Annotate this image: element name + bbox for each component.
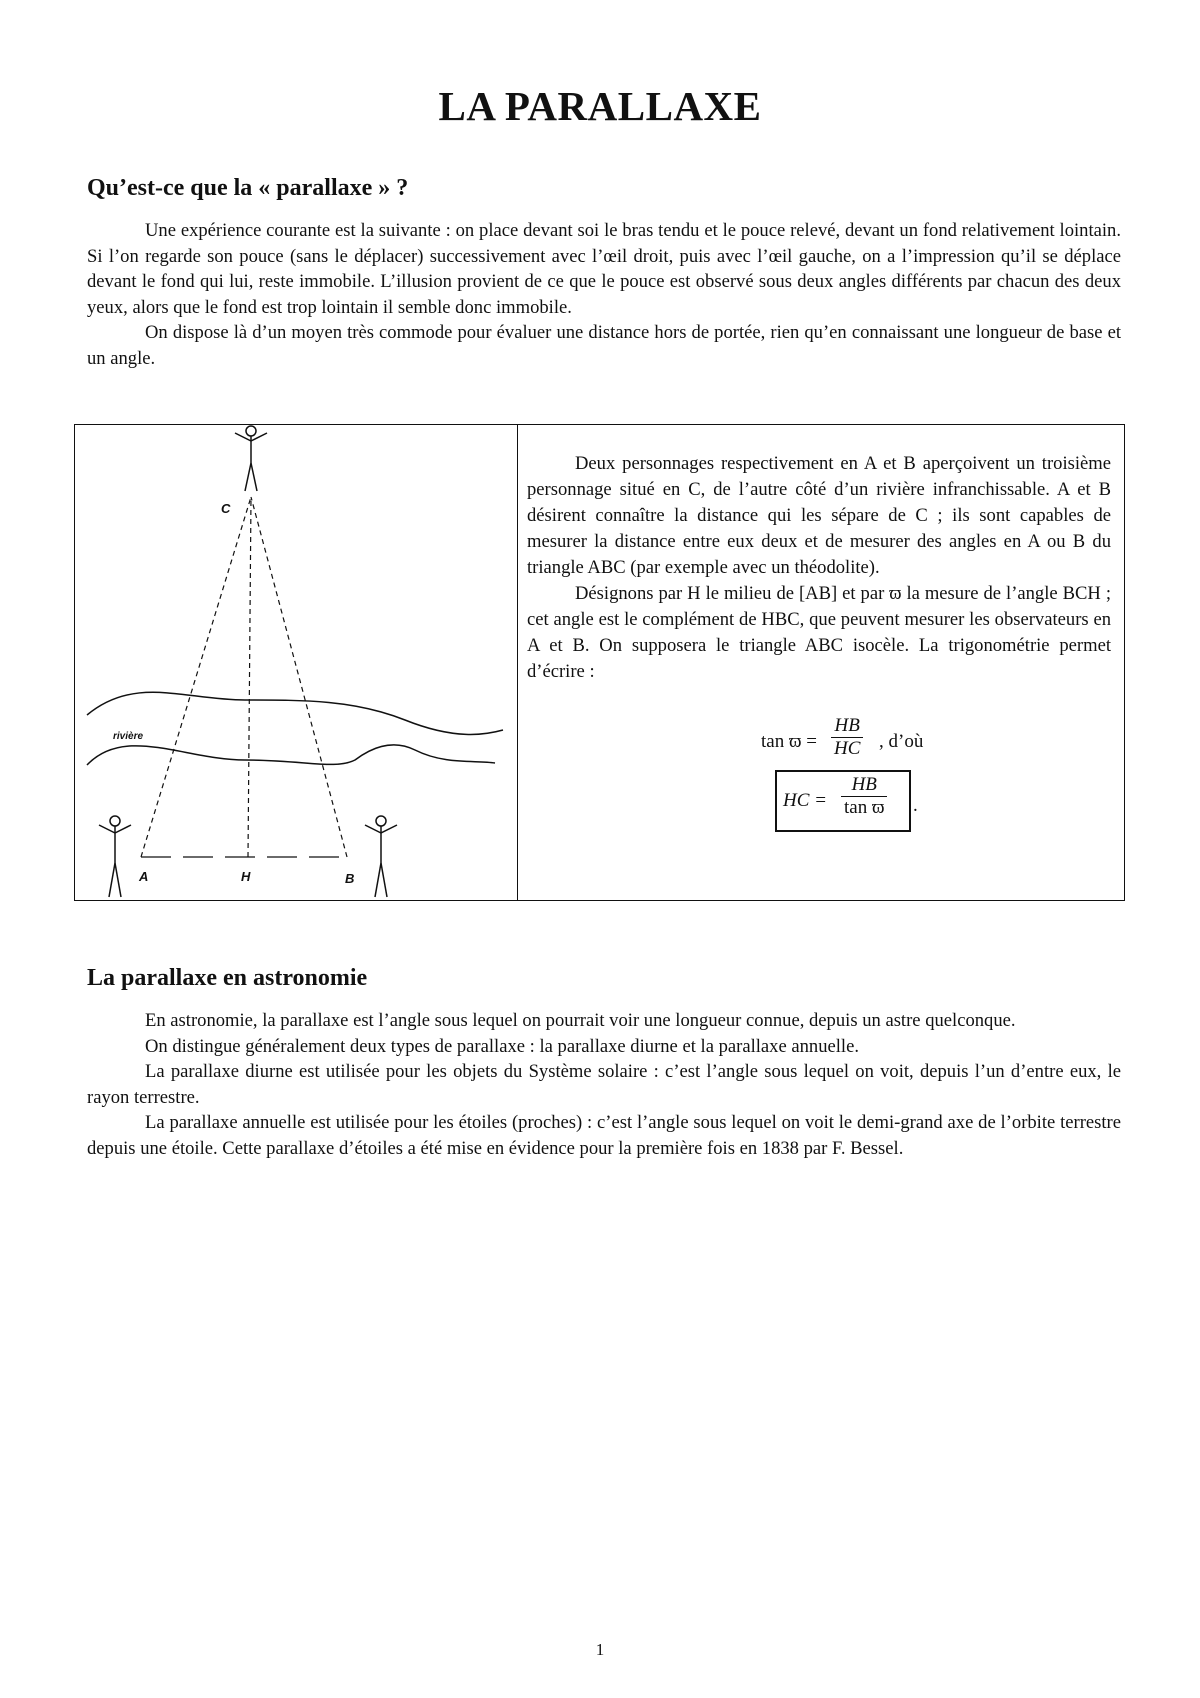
denominator: tan ϖ	[841, 796, 887, 819]
formula-period: .	[913, 795, 918, 816]
label-river: rivière	[113, 731, 144, 742]
sight-line-hc	[248, 497, 251, 857]
denominator: HC	[831, 737, 863, 760]
sight-line-bc	[251, 497, 347, 857]
section-heading-astronomie: La parallaxe en astronomie	[87, 965, 368, 991]
river-bank-lower	[87, 745, 495, 765]
paragraph: On distingue généralement deux types de parallaxe : la parallaxe diurne et la parallaxe annuelle.	[145, 1035, 859, 1057]
paragraph: Une expérience courante est la suivante : on place devant soi le bras tendu et le pouce relevé, devant un fond relativement lointain. Si l’on regarde son pouce (sans le déplacer) successivement avec l’œil droit, puis avec l’œil gauche, on a l’impression qu’il se déplace devant le fond qui lui, reste immobile. L’illusion provient de ce que le pouce est observé sous deux angles différents par chacun des deux yeux, alors que le fond est trop lointain il semble donc immobile.	[87, 220, 1121, 318]
formula-lhs: HC =	[783, 790, 827, 811]
person-b-figure	[365, 816, 397, 897]
formula-lhs: tan ϖ =	[761, 731, 817, 752]
label-a: A	[139, 869, 149, 884]
label-b: B	[345, 871, 355, 886]
river-bank-upper	[87, 692, 503, 734]
paragraph: La parallaxe diurne est utilisée pour les objets du Système solaire : c’est l’angle sous lequel on voit, depuis l’un d’entre eux, le rayon terrestre.	[87, 1061, 1121, 1108]
person-c-figure	[235, 426, 267, 491]
formula-suffix: , d’où	[879, 731, 924, 752]
person-a-figure	[99, 816, 131, 897]
fraction	[841, 774, 887, 819]
page-number: 1	[595, 1640, 605, 1659]
paragraph: On dispose là d’un moyen très commode pour évaluer une distance hors de portée, rien qu’en connaissant une longueur de base et un angle.	[87, 322, 1121, 369]
sight-line-ac	[141, 497, 251, 857]
page-title: LA PARALLAXE	[438, 83, 762, 129]
paragraph: Deux personnages respectivement en A et B aperçoivent un troisième personnage situé en C, de l’autre côté d’un rivière infranchissable. A et B désirent connaître la distance qui les sépare de C ; ils sont capables de mesurer la distance entre eux deux et de mesurer des angles en A ou B du triangle ABC (par exemple avec un théodolite).	[527, 453, 1111, 578]
formula-tan	[761, 715, 1021, 771]
section2-body	[87, 1008, 1121, 1161]
section-heading-parallaxe: Qu’est-ce que la « parallaxe » ?	[87, 175, 409, 201]
fraction	[831, 715, 863, 760]
label-h: H	[241, 869, 251, 884]
box-explanation	[527, 451, 1111, 685]
label-c: C	[221, 501, 231, 516]
parallax-diagram	[75, 425, 517, 900]
numerator: HB	[851, 774, 877, 795]
formula-hc-boxed	[775, 770, 911, 832]
paragraph: En astronomie, la parallaxe est l’angle sous lequel on pourrait voir une longueur connue, depuis un astre quelconque.	[145, 1010, 1016, 1031]
paragraph: Désignons par H le milieu de [AB] et par ϖ la mesure de l’angle BCH ; cet angle est le complément de HBC, que peuvent mesurer les observateurs en A et B. On supposera le triangle ABC isocèle. La trigonométrie permet d’écrire :	[527, 583, 1111, 682]
box-divider	[517, 425, 518, 900]
section1-body	[87, 218, 1121, 371]
figure-box	[74, 424, 1125, 901]
numerator: HB	[834, 715, 860, 736]
paragraph: La parallaxe annuelle est utilisée pour les étoiles (proches) : c’est l’angle sous lequel on voit le demi-grand axe de l’orbite terrestre depuis une étoile. Cette parallaxe d’étoiles a été mise en évidence pour la première fois en 1838 par F. Bessel.	[87, 1112, 1121, 1159]
